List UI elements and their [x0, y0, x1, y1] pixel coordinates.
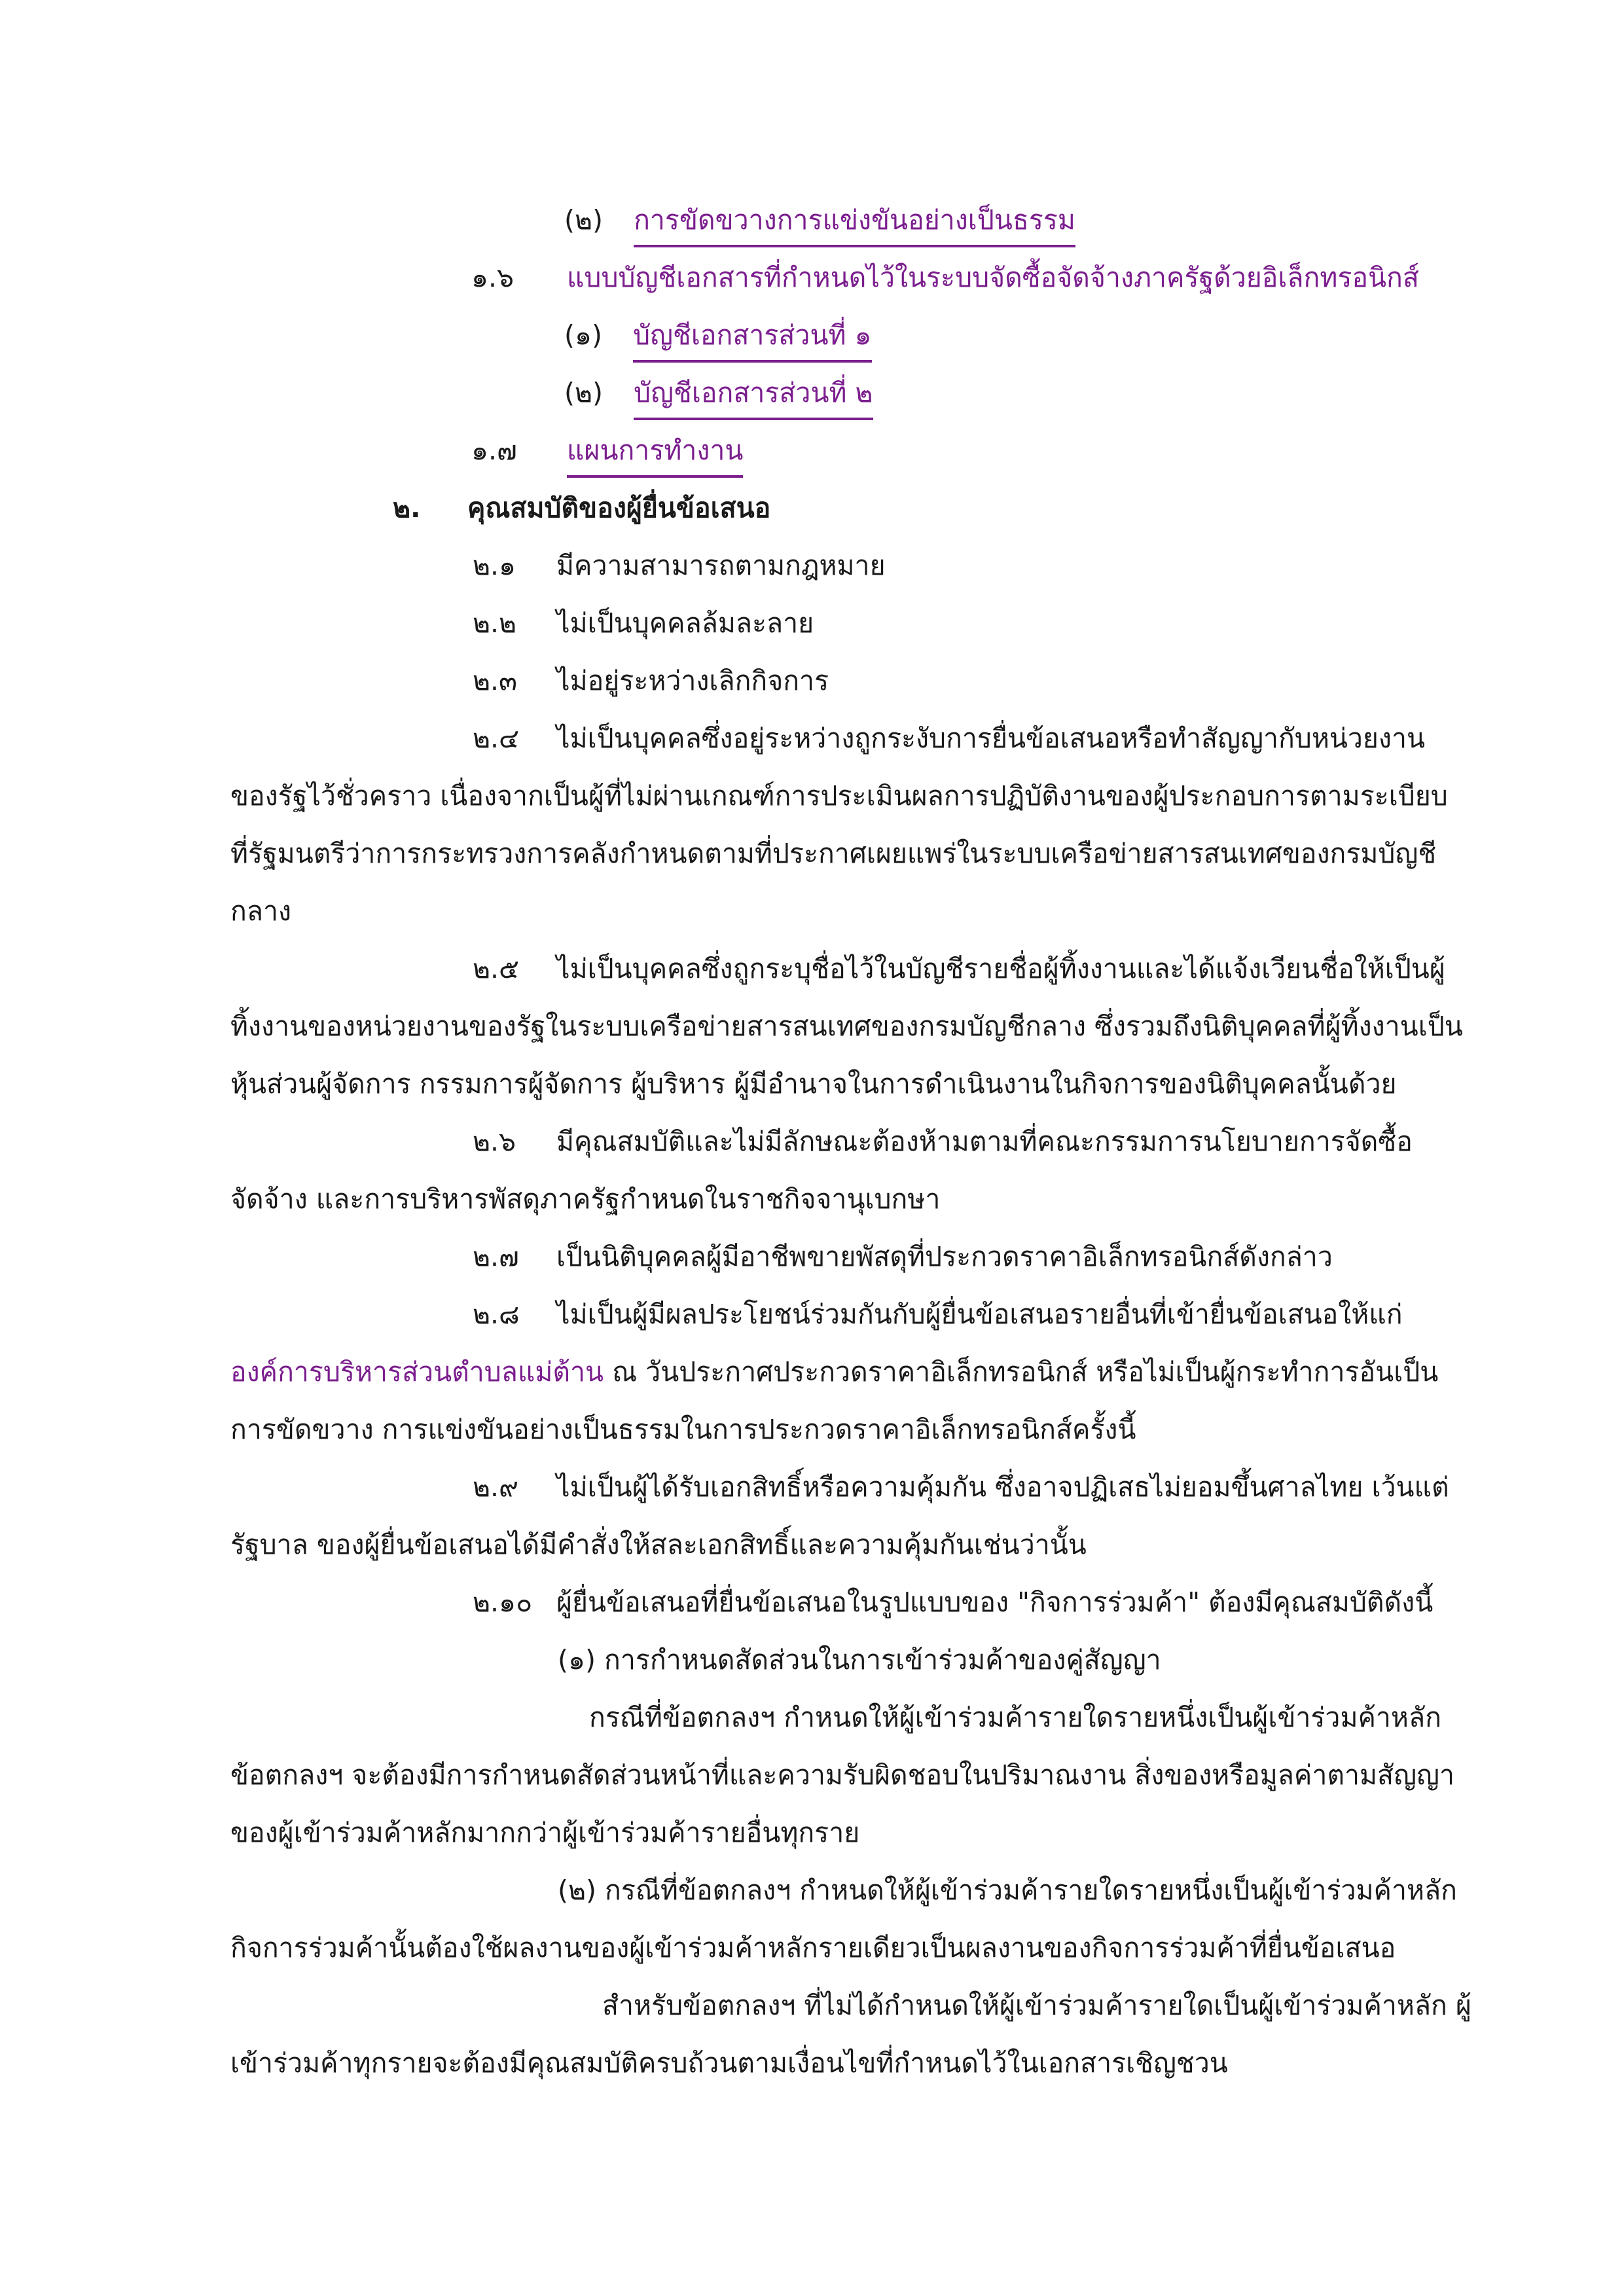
- clause-text: ไม่เป็นบุคคลซึ่งถูกระบุชื่อไว้ในบัญชีรายชื่อผู้ทิ้งงานและได้แจ้งเวียนชื่อให้เป็นผู้: [556, 953, 1445, 984]
- item-number: (๒): [564, 204, 604, 236]
- paragraph-text: ณ วันประกาศประกวดราคาอิเล็กทรอนิกส์ หรือไม่เป็นผู้กระทำการอันเป็น: [604, 1356, 1439, 1388]
- paragraph-line: หุ้นส่วนผู้จัดการ กรรมการผู้จัดการ ผู้บริหาร ผู้มีอำนาจในการดำเนินงานในกิจการของนิติบุคคลนั้นด้วย: [230, 1068, 1397, 1100]
- paragraph-line: [230, 1352, 1438, 1391]
- organization-name: องค์การบริหารส่วนตำบลแม่ต้าน: [230, 1356, 604, 1388]
- document-link[interactable]: บัญชีเอกสารส่วนที่ ๒: [634, 377, 873, 420]
- clause: [473, 603, 814, 643]
- list-item: [564, 315, 872, 355]
- clause-text: ไม่เป็นบุคคลล้มละลาย: [556, 607, 814, 639]
- sub-clause: (๒) กรณีที่ข้อตกลงฯ กำหนดให้ผู้เข้าร่วมค้ารายใดรายหนึ่งเป็นผู้เข้าร่วมค้าหลัก: [558, 1874, 1457, 1906]
- clause-number: ๒.๔: [473, 723, 520, 754]
- paragraph-line: การขัดขวาง การแข่งขันอย่างเป็นธรรมในการประกวดราคาอิเล็กทรอนิกส์ครั้งนี้: [230, 1414, 1136, 1445]
- clause-text: มีความสามารถตามกฎหมาย: [556, 550, 886, 581]
- list-item: [564, 373, 873, 412]
- clause-text: ผู้ยื่นข้อเสนอที่ยื่นข้อเสนอในรูปแบบของ "กิจการร่วมค้า" ต้องมีคุณสมบัติดังนี้: [556, 1587, 1434, 1618]
- paragraph-line: ของรัฐไว้ชั่วคราว เนื่องจากเป็นผู้ที่ไม่ผ่านเกณฑ์การประเมินผลการปฏิบัติงานของผู้ประกอบการตามระเบียบ: [230, 780, 1448, 812]
- section-number: ๒.: [393, 492, 421, 524]
- clause-number: ๒.๖: [473, 1126, 516, 1157]
- document-link[interactable]: บัญชีเอกสารส่วนที่ ๑: [633, 319, 871, 363]
- paragraph-line: สำหรับข้อตกลงฯ ที่ไม่ได้กำหนดให้ผู้เข้าร่วมค้ารายใดเป็นผู้เข้าร่วมค้าหลัก ผู้: [602, 1990, 1471, 2021]
- paragraph-line: จัดจ้าง และการบริหารพัสดุภาครัฐกำหนดในราชกิจจานุเบกษา: [230, 1183, 941, 1215]
- paragraph-line: ที่รัฐมนตรีว่าการกระทรวงการคลังกำหนดตามที่ประกาศเผยแพร่ในระบบเครือข่ายสารสนเทศของกรมบัญชี: [230, 838, 1437, 869]
- paragraph-line: กิจการร่วมค้านั้นต้องใช้ผลงานของผู้เข้าร่วมค้าหลักรายเดียวเป็นผลงานของกิจการร่วมค้าที่ยื่นข้อเสนอ: [230, 1932, 1396, 1964]
- clause: [473, 1467, 1449, 1507]
- clause-number: ๒.๕: [473, 953, 520, 984]
- document-link[interactable]: การขัดขวางการแข่งขันอย่างเป็นธรรม: [634, 204, 1075, 247]
- clause-number: ๒.๗: [473, 1241, 519, 1272]
- section-heading: [393, 488, 770, 528]
- clause: [473, 661, 829, 700]
- list-item: [564, 200, 1075, 240]
- clause-number: ๒.๒: [473, 607, 517, 639]
- sub-clause: (๑) การกำหนดสัดส่วนในการเข้าร่วมค้าของคู่สัญญา: [558, 1644, 1161, 1676]
- clause: [473, 1237, 1333, 1276]
- clause-text: ไม่เป็นผู้ได้รับเอกสิทธิ์หรือความคุ้มกัน ซึ่งอาจปฏิเสธไม่ยอมขึ้นศาลไทย เว้นแต่: [556, 1471, 1449, 1503]
- clause-text: ไม่เป็นบุคคลซึ่งอยู่ระหว่างถูกระงับการยื่นข้อเสนอหรือทำสัญญากับหน่วยงาน: [556, 723, 1425, 754]
- clause-number: ๒.๑: [473, 550, 516, 581]
- paragraph-line: ข้อตกลงฯ จะต้องมีการกำหนดสัดส่วนหน้าที่และความรับผิดชอบในปริมาณงาน สิ่งของหรือมูลค่าตามสัญญา: [230, 1759, 1454, 1791]
- item-number: ๑.๖: [471, 262, 514, 293]
- paragraph-line: ของผู้เข้าร่วมค้าหลักมากกว่าผู้เข้าร่วมค้ารายอื่นทุกราย: [230, 1817, 860, 1848]
- document-link[interactable]: แผนการทำงาน: [567, 435, 743, 478]
- item-number: ๑.๗: [471, 435, 517, 466]
- clause-number: ๒.๑๐: [473, 1587, 533, 1618]
- section-heading-link[interactable]: แบบบัญชีเอกสารที่กำหนดไว้ในระบบจัดซื้อจัดจ้างภาครัฐด้วยอิเล็กทรอนิกส์: [567, 262, 1419, 293]
- clause: [473, 1122, 1413, 1161]
- list-item: [471, 258, 1419, 297]
- item-number: (๑): [564, 319, 603, 351]
- clause: [473, 1583, 1433, 1622]
- clause-number: ๒.๙: [473, 1471, 519, 1503]
- clause: [473, 719, 1425, 758]
- clause-text: เป็นนิติบุคคลผู้มีอาชีพขายพัสดุที่ประกวดราคาอิเล็กทรอนิกส์ดังกล่าว: [556, 1241, 1333, 1272]
- paragraph-line: ทิ้งงานของหน่วยงานของรัฐในระบบเครือข่ายสารสนเทศของกรมบัญชีกลาง ซึ่งรวมถึงนิติบุคคลที่ผู้ทิ้งงานเป็น: [230, 1011, 1463, 1042]
- item-number: (๒): [564, 377, 604, 408]
- clause: [473, 1295, 1403, 1334]
- clause: [473, 949, 1445, 988]
- clause-number: ๒.๓: [473, 665, 518, 696]
- paragraph-line: กรณีที่ข้อตกลงฯ กำหนดให้ผู้เข้าร่วมค้ารายใดรายหนึ่งเป็นผู้เข้าร่วมค้าหลัก: [589, 1702, 1441, 1733]
- clause: [473, 546, 886, 585]
- clause-text: มีคุณสมบัติและไม่มีลักษณะต้องห้ามตามที่คณะกรรมการนโยบายการจัดซื้อ: [556, 1126, 1413, 1157]
- clause-text: ไม่อยู่ระหว่างเลิกกิจการ: [556, 665, 829, 696]
- clause-text: ไม่เป็นผู้มีผลประโยชน์ร่วมกันกับผู้ยื่นข้อเสนอรายอื่นที่เข้ายื่นข้อเสนอให้แก่: [556, 1299, 1403, 1330]
- paragraph-line: กลาง: [230, 895, 291, 927]
- paragraph-line: รัฐบาล ของผู้ยื่นข้อเสนอได้มีคำสั่งให้สละเอกสิทธิ์และความคุ้มกันเช่นว่านั้น: [230, 1529, 1087, 1560]
- paragraph-line: เข้าร่วมค้าทุกรายจะต้องมีคุณสมบัติครบถ้วนตามเงื่อนไขที่กำหนดไว้ในเอกสารเชิญชวน: [230, 2047, 1228, 2079]
- section-title: คุณสมบัติของผู้ยื่นข้อเสนอ: [467, 492, 771, 524]
- clause-number: ๒.๘: [473, 1299, 520, 1330]
- list-item: [471, 431, 743, 470]
